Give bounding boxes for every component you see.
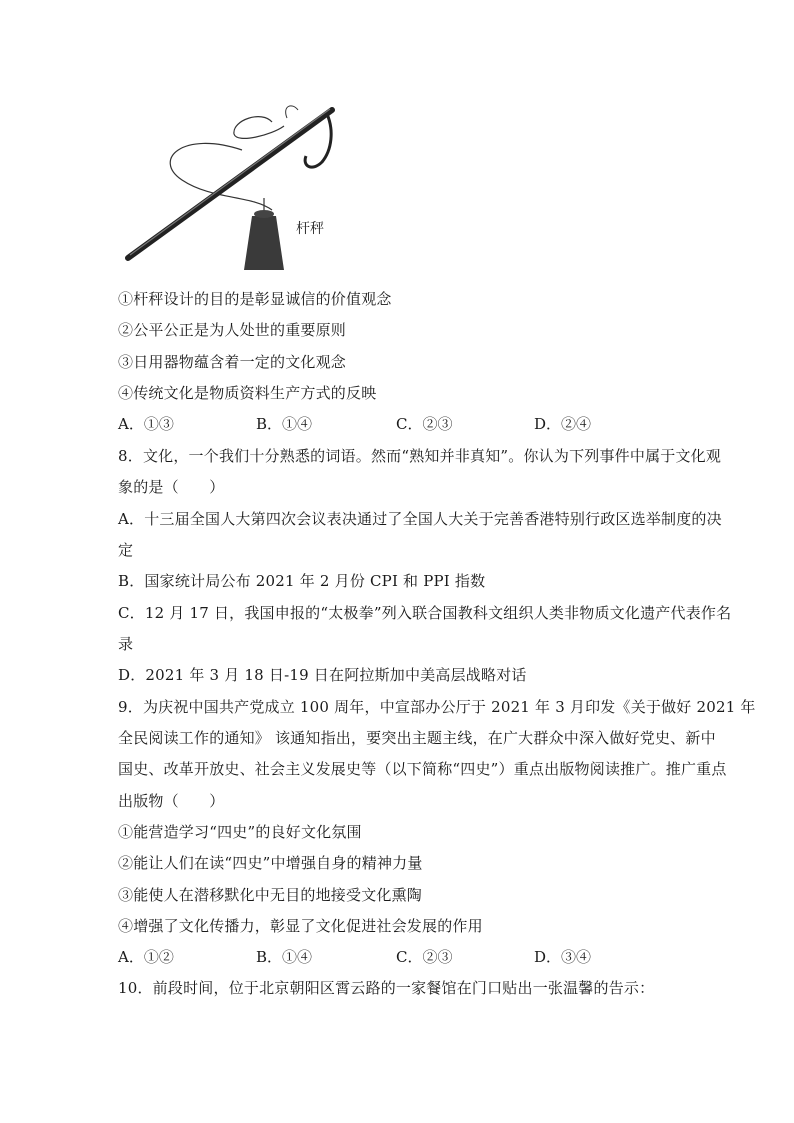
q7-item-1: ①杆秤设计的目的是彰显诚信的价值观念 — [118, 290, 392, 308]
q7-option-b: B．①④ — [256, 415, 313, 433]
q10-stem: 10．前段时间，位于北京朝阳区霄云路的一家餐馆在门口贴出一张温馨的告示： — [118, 979, 655, 997]
q9-stem-line-2: 全民阅读工作的通知》 该通知指出，要突出主题主线，在广大群众中深入做好党史、新中 — [118, 729, 716, 747]
q7-item-2: ②公平公正是为人处世的重要原则 — [118, 321, 347, 339]
q7-option-c: C．②③ — [396, 415, 453, 433]
q7-option-d: D．②④ — [534, 415, 592, 433]
q9-item-3: ③能使人在潜移默化中无目的地接受文化熏陶 — [118, 886, 423, 904]
q7-item-4: ④传统文化是物质资料生产方式的反映 — [118, 384, 377, 402]
q8-choice-c-line-1: C．12 月 17 日，我国申报的“太极拳”列入联合国教科文组织人类非物质文化遗产代表作名 — [118, 604, 732, 622]
q9-item-4: ④增强了文化传播力，彰显了文化促进社会发展的作用 — [118, 917, 483, 935]
q9-options — [118, 947, 678, 967]
q7-item-3: ③日用器物蕴含着一定的文化观念 — [118, 353, 347, 371]
steelyard-figure — [122, 100, 358, 280]
q8-choice-b: B．国家统计局公布 2021 年 2 月份 CPI 和 PPI 指数 — [118, 572, 486, 590]
q9-stem-line-3: 国史、改革开放史、社会主义发展史等（以下简称“四史”）重点出版物阅读推广。推广重点 — [118, 760, 727, 778]
q9-option-b: B．①④ — [256, 948, 313, 966]
q8-choice-a-line-2: 定 — [118, 541, 134, 559]
q8-choice-c-line-2: 录 — [118, 635, 134, 653]
steelyard-illustration — [122, 100, 358, 280]
q7-options — [118, 414, 678, 434]
q9-option-d: D．③④ — [534, 948, 592, 966]
q7-option-a: A．①③ — [118, 415, 174, 433]
q8-choice-d: D．2021 年 3 月 18 日-19 日在阿拉斯加中美高层战略对话 — [118, 666, 527, 684]
q8-stem-line-2: 象的是（ ） — [118, 478, 225, 496]
q9-stem-line-1: 9．为庆祝中国共产党成立 100 周年，中宣部办公厅于 2021 年 3 月印发《关于做好 2021 年 — [118, 698, 756, 716]
q8-stem-line-1: 8．文化，一个我们十分熟悉的词语。然而“熟知并非真知”。你认为下列事件中属于文化观 — [118, 447, 722, 465]
q8-choice-a-line-1: A．十三届全国人大第四次会议表决通过了全国人大关于完善香港特别行政区选举制度的决 — [118, 510, 722, 528]
q9-option-a: A．①② — [118, 948, 174, 966]
q9-option-c: C．②③ — [396, 948, 453, 966]
q9-item-2: ②能让人们在读“四史”中增强自身的精神力量 — [118, 854, 423, 872]
q9-item-1: ①能营造学习“四史”的良好文化氛围 — [118, 823, 362, 841]
q9-stem-line-4: 出版物（ ） — [118, 792, 225, 810]
figure-caption: 杆秤 — [296, 221, 324, 237]
